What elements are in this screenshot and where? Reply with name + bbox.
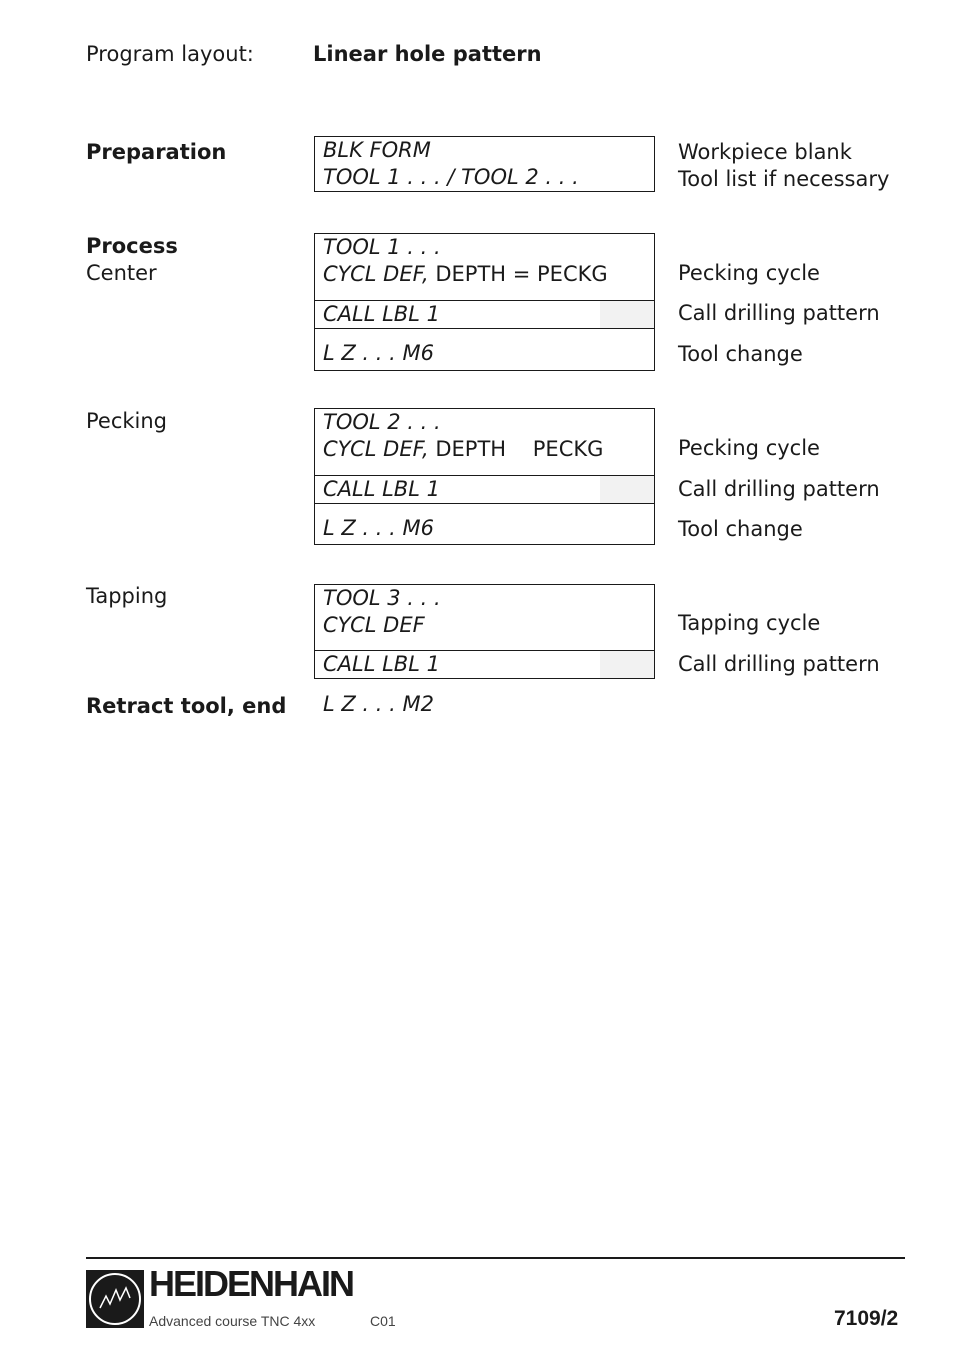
center-call-shade xyxy=(600,301,654,328)
tapping-call-line: CALL LBL 1 xyxy=(323,652,440,676)
center-box xyxy=(314,233,655,371)
tapping-cycle-cell xyxy=(315,585,654,650)
footer-rule xyxy=(86,1257,905,1259)
preparation-label: Preparation xyxy=(86,140,227,164)
note-tool-list: Tool list if necessary xyxy=(678,167,890,191)
center-cycle-cell xyxy=(315,234,654,300)
note-tapping-cycle: Tapping cycle xyxy=(678,611,821,635)
pecking-call-line: CALL LBL 1 xyxy=(323,477,440,501)
tool-list-line: TOOL 1 . . . / TOOL 2 . . . xyxy=(323,165,579,189)
pecking-cycl-def: CYCL DEF, xyxy=(323,437,429,461)
note-workpiece-blank: Workpiece blank xyxy=(678,140,852,164)
note-pecking-tool-change: Tool change xyxy=(678,517,803,541)
pecking-box xyxy=(314,408,655,545)
tapping-box xyxy=(314,584,655,679)
center-cycl-line xyxy=(315,261,654,288)
heidenhain-logo-icon xyxy=(86,1270,144,1328)
pecking-tool-line: TOOL 2 . . . xyxy=(323,410,441,434)
note-tapping-call-pattern: Call drilling pattern xyxy=(678,652,880,676)
preparation-cell xyxy=(315,137,654,191)
center-change-line: L Z . . . M6 xyxy=(323,341,434,365)
pecking-call-shade xyxy=(600,476,654,503)
tapping-call-cell xyxy=(315,650,654,678)
note-center-tool-change: Tool change xyxy=(678,342,803,366)
note-pecking-cycle: Pecking cycle xyxy=(678,436,820,460)
tapping-label: Tapping xyxy=(86,584,168,608)
pecking-change-line: L Z . . . M6 xyxy=(323,516,434,540)
note-center-pecking-cycle: Pecking cycle xyxy=(678,261,820,285)
footer-brand: HEIDENHAIN xyxy=(149,1263,354,1304)
center-call-cell xyxy=(315,300,654,328)
footer-code: C01 xyxy=(370,1313,396,1329)
program-title: Linear hole pattern xyxy=(313,42,542,66)
retract-line: L Z . . . M2 xyxy=(323,692,434,716)
note-pecking-call-pattern: Call drilling pattern xyxy=(678,477,880,501)
blk-form-line: BLK FORM xyxy=(323,138,431,162)
preparation-box xyxy=(314,136,655,192)
pecking-label: Pecking xyxy=(86,409,168,433)
pecking-call-cell xyxy=(315,475,654,503)
process-heading: Process xyxy=(86,234,178,258)
center-cycl-def: CYCL DEF, xyxy=(323,262,429,286)
tapping-tool-line: TOOL 3 . . . xyxy=(323,586,441,610)
pecking-cycl-params: DEPTH PECKG xyxy=(435,437,604,461)
center-cycl-params: DEPTH = PECKG xyxy=(435,262,608,286)
page-number: 7109/2 xyxy=(834,1307,899,1330)
retract-label: Retract tool, end xyxy=(86,694,287,718)
center-tool-line: TOOL 1 . . . xyxy=(323,235,441,259)
tapping-call-shade xyxy=(600,651,654,678)
note-center-call-pattern: Call drilling pattern xyxy=(678,301,880,325)
pecking-change-cell xyxy=(315,503,654,544)
pecking-cycle-cell xyxy=(315,409,654,475)
program-layout-label: Program layout: xyxy=(86,42,254,66)
footer-course: Advanced course TNC 4xx xyxy=(149,1313,316,1329)
center-label: Center xyxy=(86,261,157,285)
center-change-cell xyxy=(315,328,654,370)
center-call-line: CALL LBL 1 xyxy=(323,302,440,326)
pecking-cycl-line xyxy=(315,436,654,463)
tapping-cycl-def: CYCL DEF xyxy=(323,613,425,637)
